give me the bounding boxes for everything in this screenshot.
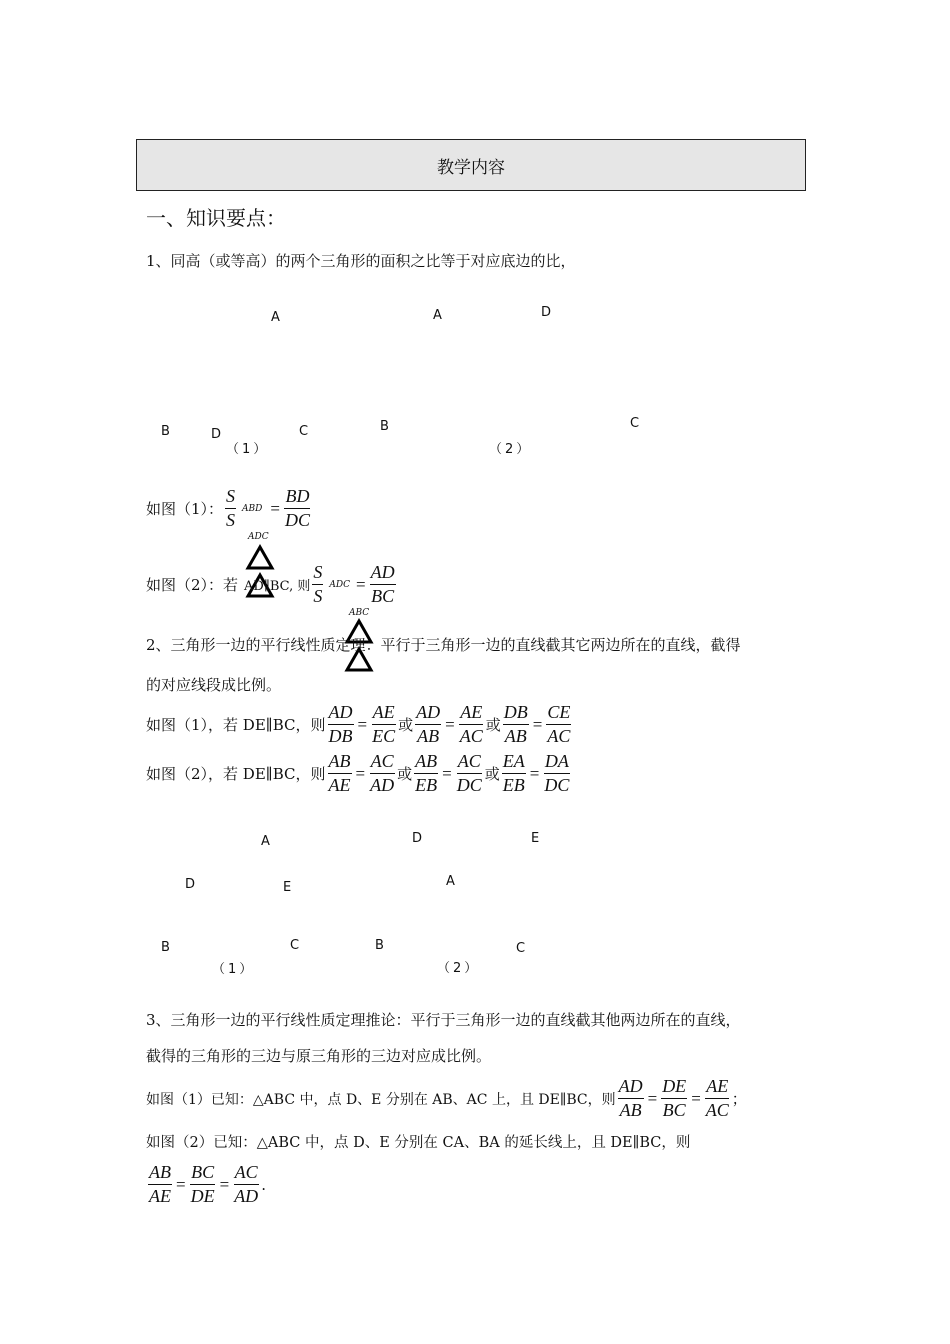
formula6-frac3: $\frac{AC}{AD}$ xyxy=(234,1162,259,1206)
formula2-middle: AD∥BC, 则 xyxy=(244,579,311,594)
formula3-frac6: $\frac{CE}{AC}$ xyxy=(547,702,571,746)
formula4-frac5: $\frac{EA}{EB}$ xyxy=(502,751,525,795)
formula6-frac2: $\frac{BC}{DE}$ xyxy=(190,1162,215,1206)
point-3-line1: 3、三角形一边的平行线性质定理推论：平行于三角形一边的直线截其他两边所在的直线， xyxy=(146,1011,741,1029)
fig2-label-d2: D xyxy=(412,831,423,846)
formula1-prefix: 如图（1）： xyxy=(146,500,224,518)
formula-corollary-fig2: $\frac{AB}{AE}$ = $\frac{BC}{DE}$ = $\frac{AC}{AD}$ . xyxy=(149,1162,266,1206)
formula2-sub-num: ADC xyxy=(329,579,351,590)
formula5-prefix: 如图（1）已知：△ABC 中，点 D、E 分别在 AB、AC 上，且 DE∥BC，则 xyxy=(146,1091,616,1108)
formula3-or2: 或 xyxy=(485,716,501,734)
formula1-num-r: BD xyxy=(284,486,310,509)
fig1-label-a1: A xyxy=(271,310,280,325)
fig2-label-d1: D xyxy=(185,877,196,892)
formula-proportion-fig2: 如图（2），若 DE∥BC，则 $\frac{AB}{AE}$ = $\frac{AC}{AD}$ 或 $\frac{AB}{EB}$ = $\frac{AC}{DC}$ 或 $\frac{EA}{EB}$ = $\frac{DA}{DC}$ xyxy=(146,751,570,795)
fig2-label-a1: A xyxy=(261,834,270,849)
fig1-caption-1: （1） xyxy=(226,442,270,457)
fig2-label-b1: B xyxy=(161,940,170,955)
formula-area-ratio-2 xyxy=(146,562,398,607)
formula4-frac6: $\frac{DA}{DC}$ xyxy=(544,751,570,795)
point-3-line2: 截得的三角形的三边与原三角形的三边对应成比例。 xyxy=(146,1047,492,1065)
fig2-caption-1: （1） xyxy=(212,962,256,977)
formula1-num-s: S xyxy=(225,486,236,509)
point-1-text: 1、同高（或等高）的两个三角形的面积之比等于对应底边的比， xyxy=(146,252,576,270)
header-title: 教学内容 xyxy=(437,157,505,178)
formula-proportion-fig1: 如图（1），若 DE∥BC，则 $\frac{AD}{DB}$ = $\frac{AE}{EC}$ 或 $\frac{AD}{AB}$ = $\frac{AE}{AC}$ 或 $\frac{DB}{AB}$ = $\frac{CE}{AC}$ xyxy=(146,702,571,746)
formula3-frac5: $\frac{DB}{AB}$ xyxy=(503,702,528,746)
formula5-frac2: $\frac{DE}{BC}$ xyxy=(662,1076,687,1120)
formula2-ratio-fraction xyxy=(370,562,396,607)
point-2-line1: 2、三角形一边的平行线性质定理：平行于三角形一边的直线截其它两边所在的直线，截得 xyxy=(146,636,741,654)
formula4-frac1: $\frac{AB}{AE}$ xyxy=(328,751,351,795)
formula1-area-fraction xyxy=(225,486,236,531)
formula2-den-r: BC xyxy=(371,586,395,606)
formula4-prefix: 如图（2），若 DE∥BC，则 xyxy=(146,765,326,783)
fig2-label-b2: B xyxy=(375,938,384,953)
fig2-label-a2: A xyxy=(446,874,455,889)
formula2-sub-den: ABC xyxy=(349,608,370,618)
fig1-label-b1: B xyxy=(161,424,170,439)
content-header xyxy=(136,139,806,191)
formula3-frac2: $\frac{AE}{EC}$ xyxy=(372,702,396,746)
fig2-label-e1: E xyxy=(283,880,292,895)
section-title: 一、知识要点： xyxy=(146,206,286,230)
fig2-label-c2: C xyxy=(516,941,526,956)
formula3-frac4: $\frac{AE}{AC}$ xyxy=(459,702,483,746)
point-2-line2: 的对应线段成比例。 xyxy=(146,676,282,694)
formula4-or2: 或 xyxy=(484,765,500,783)
formula2-num-r: AD xyxy=(370,562,396,585)
fig1-label-c1: C xyxy=(299,424,309,439)
formula3-frac3: $\frac{AD}{AB}$ xyxy=(416,702,441,746)
formula1-den-s: S xyxy=(226,510,236,530)
fig1-label-d2: D xyxy=(541,305,552,320)
formula2-eq: = xyxy=(356,574,366,594)
formula1-den-r: DC xyxy=(284,510,310,530)
formula1-eq: = xyxy=(270,498,280,518)
formula6-line1: 如图（2）已知：△ABC 中，点 D、E 分别在 CA、BA 的延长线上，且 DE∥BC，则 xyxy=(146,1135,691,1151)
formula6-frac1: $\frac{AB}{AE}$ xyxy=(149,1162,171,1206)
formula4-frac3: $\frac{AB}{EB}$ xyxy=(415,751,438,795)
formula3-prefix: 如图（1），若 DE∥BC，则 xyxy=(146,716,326,734)
formula5-frac3: $\frac{AE}{AC}$ xyxy=(705,1076,729,1120)
formula5-frac1: $\frac{AD}{AB}$ xyxy=(618,1076,643,1120)
fig2-label-c1: C xyxy=(290,938,300,953)
formula3-frac1: $\frac{AD}{DB}$ xyxy=(328,702,353,746)
formula4-or1: 或 xyxy=(397,765,413,783)
formula4-frac4: $\frac{AC}{DC}$ xyxy=(456,751,482,795)
formula3-or1: 或 xyxy=(398,716,414,734)
formula1-sub-den: ADC xyxy=(248,532,269,542)
formula6-end: . xyxy=(261,1175,266,1194)
fig1-label-c2: C xyxy=(630,416,640,431)
fig1-caption-2: （2） xyxy=(489,442,533,457)
formula5-end: ； xyxy=(731,1090,747,1108)
fig2-label-e2: E xyxy=(531,831,540,846)
formula2-prefix: 如图（2）：若 xyxy=(146,576,239,594)
formula4-frac2: $\frac{AC}{AD}$ xyxy=(370,751,395,795)
fig1-label-b2: B xyxy=(380,419,389,434)
fig2-caption-2: （2） xyxy=(437,961,481,976)
formula1-sub-num: ABD xyxy=(242,503,263,514)
formula-corollary-fig1: 如图（1）已知：△ABC 中，点 D、E 分别在 AB、AC 上，且 DE∥BC，则 $\frac{AD}{AB}$ = $\frac{DE}{BC}$ = $\frac{AE}{AC}$ ； xyxy=(146,1076,747,1120)
formula2-area-fraction xyxy=(312,562,323,607)
formula2-num-s: S xyxy=(312,562,323,585)
fig1-label-d1: D xyxy=(211,427,222,442)
fig1-label-a2: A xyxy=(433,308,442,323)
formula1-ratio-fraction xyxy=(284,486,311,531)
formula2-den-s: S xyxy=(313,586,323,606)
formula-area-ratio-1 xyxy=(146,486,313,531)
